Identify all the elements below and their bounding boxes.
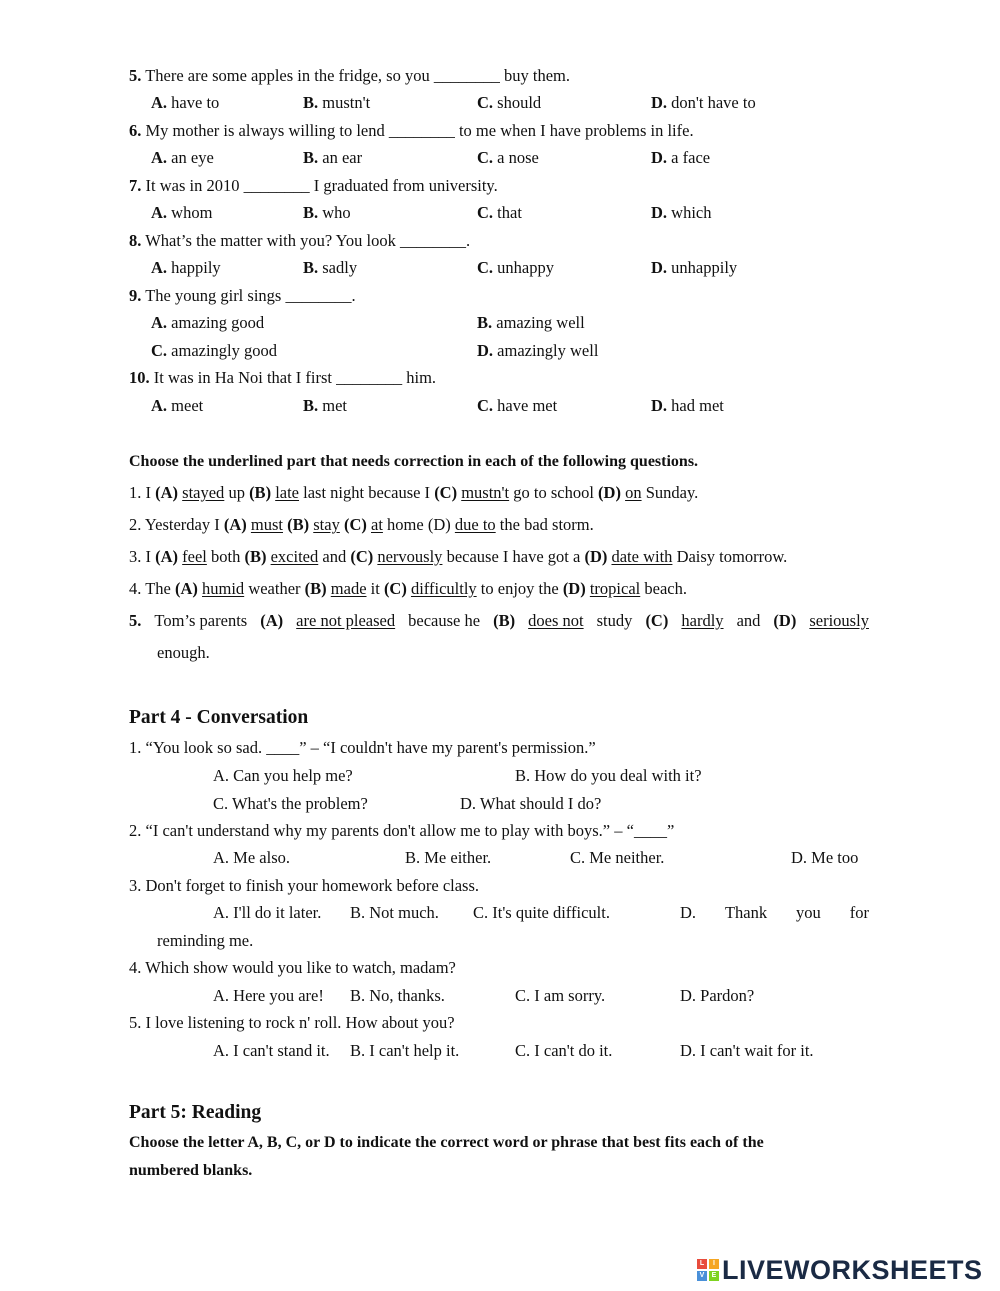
liveworksheets-logo[interactable] <box>697 1255 983 1285</box>
question-number: 3. I <box>129 547 151 566</box>
option-text: a face <box>671 148 711 167</box>
sentence-text: Tom’s parents <box>154 611 248 630</box>
option-d[interactable] <box>651 148 710 168</box>
option-b[interactable] <box>303 396 347 416</box>
option-c[interactable]: C. What's the problem? <box>213 794 368 813</box>
underlined-part-c[interactable]: hardly <box>681 611 724 630</box>
option-a[interactable] <box>151 93 219 113</box>
option-letter: A. <box>151 93 168 112</box>
sentence-text: last night because I <box>303 483 431 502</box>
question-text: It was in Ha Noi that I first ________ him. <box>153 368 437 387</box>
question-stem <box>129 368 436 388</box>
question-number: 9. <box>129 286 142 305</box>
correction-question-3 <box>129 547 787 567</box>
question-stem <box>129 176 498 196</box>
underlined-part-b[interactable]: late <box>275 483 300 502</box>
option-letter: C. <box>477 396 494 415</box>
option-text: mustn't <box>322 93 371 112</box>
option-letter: A. <box>151 203 168 222</box>
option-letter: A. <box>151 313 168 332</box>
underlined-part-b[interactable]: stay <box>313 515 340 534</box>
option-a[interactable] <box>151 258 221 278</box>
marker-a: (A) <box>155 483 179 502</box>
underlined-part-b[interactable]: excited <box>270 547 319 566</box>
option-c[interactable]: C. I am sorry. <box>515 986 606 1005</box>
option-d[interactable] <box>651 93 756 113</box>
question-text: My mother is always willing to lend ________ to me when I have problems in life. <box>145 121 694 140</box>
marker-b: (B) <box>287 515 310 534</box>
option-word: you <box>796 903 821 922</box>
option-letter: B. <box>477 313 493 332</box>
marker-b: (B) <box>493 611 516 630</box>
option-text: a nose <box>497 148 539 167</box>
marker-d: (D) <box>562 579 586 598</box>
sentence-text: it <box>370 579 380 598</box>
option-c[interactable]: C. Me neither. <box>570 848 665 867</box>
option-a[interactable]: A. Can you help me? <box>213 766 353 785</box>
section-instruction-continued: numbered blanks. <box>129 1162 253 1179</box>
option-letter: A. <box>151 396 168 415</box>
option-text: unhappy <box>497 258 554 277</box>
correction-question-4 <box>129 579 687 599</box>
option-a[interactable]: A. Me also. <box>213 848 290 867</box>
option-c[interactable] <box>477 93 541 113</box>
logo-block: L <box>697 1259 707 1269</box>
section-heading: Part 4 - Conversation <box>129 707 309 728</box>
option-d[interactable]: D. Me too <box>791 848 859 867</box>
option-text: an eye <box>171 148 214 167</box>
logo-block: V <box>697 1271 707 1281</box>
underlined-part-a[interactable]: feel <box>182 547 207 566</box>
option-letter: A. <box>151 148 168 167</box>
option-text: should <box>497 93 542 112</box>
sentence-text: home (D) <box>387 515 451 534</box>
question-number: 8. <box>129 231 142 250</box>
option-letter: D. <box>651 258 668 277</box>
option-letter: B. <box>303 396 319 415</box>
option-letter: B. <box>303 148 319 167</box>
question-text: What’s the matter with you? You look ________. <box>145 231 471 250</box>
option-text: happily <box>171 258 221 277</box>
option-b[interactable]: B. I can't help it. <box>350 1041 460 1060</box>
sentence-continuation: enough. <box>157 643 210 662</box>
underlined-part-d[interactable]: seriously <box>809 611 869 630</box>
option-text: have met <box>497 396 558 415</box>
logo-blocks-icon <box>697 1259 719 1281</box>
marker-c: (C) <box>350 547 374 566</box>
option-word: for <box>849 903 869 922</box>
marker-d: (D) <box>598 483 621 502</box>
option-d-continuation: reminding me. <box>157 931 254 950</box>
option-text: an ear <box>322 148 363 167</box>
underlined-part-a[interactable]: humid <box>202 579 245 598</box>
logo-block: E <box>709 1271 719 1281</box>
marker-c: (C) <box>343 515 367 534</box>
option-letter: A. <box>151 258 168 277</box>
marker-c: (C) <box>645 611 669 630</box>
option-c[interactable] <box>477 258 554 278</box>
sentence-text: and <box>322 547 347 566</box>
sentence-text: study <box>596 611 633 630</box>
marker-d: (D) <box>773 611 797 630</box>
option-b[interactable]: B. How do you deal with it? <box>515 766 702 785</box>
option-letter: C. <box>477 93 494 112</box>
question-stem <box>129 286 356 306</box>
question-number: 1. I <box>129 483 151 502</box>
underlined-part-a[interactable]: are not pleased <box>296 611 396 630</box>
question-number: 5. <box>129 611 142 630</box>
option-a[interactable] <box>151 313 264 333</box>
option-text: meet <box>171 396 204 415</box>
underlined-part-c[interactable]: difficultly <box>410 579 477 598</box>
underlined-part-b[interactable]: does not <box>528 611 584 630</box>
option-d[interactable]: D. What should I do? <box>460 794 602 813</box>
option-letter: C. <box>151 341 168 360</box>
sentence-text: to enjoy the <box>480 579 559 598</box>
option-a[interactable] <box>151 396 203 416</box>
marker-a: (A) <box>174 579 198 598</box>
question-number: 10. <box>129 368 150 387</box>
sentence-text: because I have got a <box>446 547 581 566</box>
option-text: met <box>322 396 348 415</box>
option-c[interactable] <box>477 396 557 416</box>
option-letter: C. <box>477 203 494 222</box>
option-d[interactable] <box>680 903 869 923</box>
option-letter: D. <box>651 203 668 222</box>
sentence-text: Sunday. <box>645 483 699 502</box>
logo-text: LIVEWORKSHEETS <box>722 1255 983 1285</box>
underlined-part-d[interactable]: date with <box>611 547 673 566</box>
question-number: 6. <box>129 121 142 140</box>
option-text: amazing well <box>496 313 585 332</box>
option-letter: D. <box>651 93 668 112</box>
option-a[interactable]: A. Here you are! <box>213 986 324 1005</box>
option-d[interactable] <box>477 341 598 361</box>
marker-b: (B) <box>244 547 267 566</box>
underlined-part-c[interactable]: nervously <box>377 547 443 566</box>
option-word: D. <box>680 903 697 922</box>
conversation-question-5: 5. I love listening to rock n' roll. How about you? <box>129 1013 455 1032</box>
sentence-text: and <box>736 611 761 630</box>
option-text: amazingly well <box>497 341 599 360</box>
marker-a: (A) <box>155 547 179 566</box>
question-text: It was in 2010 ________ I graduated from university. <box>145 176 498 195</box>
option-letter: C. <box>477 258 494 277</box>
conversation-question-2: 2. “I can't understand why my parents don't allow me to play with boys.” – “____” <box>129 821 675 840</box>
underlined-part-a[interactable]: stayed <box>182 483 225 502</box>
marker-d: (D) <box>584 547 608 566</box>
option-b[interactable]: B. Me either. <box>405 848 492 867</box>
option-d[interactable]: D. Pardon? <box>680 986 755 1005</box>
option-text: amazingly good <box>171 341 278 360</box>
option-text: sadly <box>322 258 358 277</box>
conversation-question-4: 4. Which show would you like to watch, madam? <box>129 958 456 977</box>
marker-c: (C) <box>383 579 407 598</box>
underlined-part-b[interactable]: made <box>330 579 367 598</box>
option-text: who <box>322 203 351 222</box>
conversation-question-1: 1. “You look so sad. ____” – “I couldn't have my parent's permission.” <box>129 738 596 757</box>
option-c[interactable] <box>151 341 277 361</box>
conversation-question-3: 3. Don't forget to finish your homework before class. <box>129 876 480 895</box>
sentence-text: both <box>211 547 241 566</box>
underlined-part-c[interactable]: at <box>371 515 383 534</box>
option-d[interactable] <box>651 203 712 223</box>
question-number: 7. <box>129 176 142 195</box>
sentence-text: weather <box>248 579 301 598</box>
option-b[interactable] <box>303 258 357 278</box>
option-d[interactable] <box>651 396 724 416</box>
sentence-text: because he <box>408 611 481 630</box>
option-letter: C. <box>477 148 494 167</box>
option-b[interactable]: B. Not much. <box>350 903 439 922</box>
option-letter: B. <box>303 93 319 112</box>
section-heading: Part 5: Reading <box>129 1102 262 1123</box>
option-text: which <box>671 203 712 222</box>
section-instruction: Choose the letter A, B, C, or D to indicate the correct word or phrase that best fits each of the <box>129 1134 764 1151</box>
option-c[interactable] <box>477 203 522 223</box>
marker-b: (B) <box>304 579 327 598</box>
option-letter: B. <box>303 203 319 222</box>
question-number: 4. The <box>129 579 171 598</box>
sentence-text: the bad storm. <box>499 515 594 534</box>
underlined-part-a[interactable]: must <box>250 515 283 534</box>
option-text: unhappily <box>671 258 738 277</box>
marker-a: (A) <box>260 611 284 630</box>
marker-a: (A) <box>223 515 247 534</box>
question-number: 5. <box>129 66 142 85</box>
option-d[interactable]: D. I can't wait for it. <box>680 1041 814 1060</box>
logo-block: I <box>709 1259 719 1269</box>
sentence-text: go to school <box>513 483 594 502</box>
option-c[interactable]: C. I can't do it. <box>515 1041 613 1060</box>
underlined-part-d[interactable]: due to <box>454 515 496 534</box>
option-letter: B. <box>303 258 319 277</box>
option-letter: D. <box>651 148 668 167</box>
option-a[interactable]: A. I can't stand it. <box>213 1041 330 1060</box>
option-a[interactable] <box>151 203 212 223</box>
option-b[interactable] <box>303 203 351 223</box>
option-b[interactable] <box>303 148 362 168</box>
option-letter: D. <box>477 341 494 360</box>
sentence-text: beach. <box>644 579 687 598</box>
option-text: don't have to <box>671 93 756 112</box>
option-d[interactable] <box>651 258 737 278</box>
correction-question-5 <box>129 611 869 631</box>
sentence-text: up <box>228 483 245 502</box>
question-text: There are some apples in the fridge, so you ________ buy them. <box>145 66 570 85</box>
question-stem <box>129 121 694 141</box>
marker-c: (C) <box>434 483 458 502</box>
option-c[interactable] <box>477 148 539 168</box>
question-text: The young girl sings ________. <box>145 286 356 305</box>
option-word: Thank <box>724 903 768 922</box>
option-a[interactable]: A. I'll do it later. <box>213 903 322 922</box>
option-c[interactable]: C. It's quite difficult. <box>473 903 610 922</box>
marker-b: (B) <box>249 483 272 502</box>
question-stem <box>129 231 470 251</box>
option-b[interactable] <box>477 313 585 333</box>
question-stem <box>129 66 570 86</box>
option-text: whom <box>171 203 213 222</box>
section-instruction: Choose the underlined part that needs correction in each of the following questions. <box>129 453 699 470</box>
option-text: amazing good <box>171 313 265 332</box>
option-text: that <box>497 203 522 222</box>
option-a[interactable] <box>151 148 214 168</box>
underlined-part-d[interactable]: tropical <box>589 579 641 598</box>
option-text: had met <box>671 396 724 415</box>
option-text: have to <box>171 93 220 112</box>
correction-question-2 <box>129 515 594 535</box>
correction-question-1 <box>129 483 698 503</box>
option-letter: D. <box>651 396 668 415</box>
question-number: 2. Yesterday I <box>129 515 220 534</box>
underlined-part-d[interactable]: on <box>625 483 642 502</box>
option-b[interactable]: B. No, thanks. <box>350 986 445 1005</box>
option-b[interactable] <box>303 93 370 113</box>
underlined-part-c[interactable]: mustn't <box>461 483 510 502</box>
sentence-text: Daisy tomorrow. <box>676 547 788 566</box>
